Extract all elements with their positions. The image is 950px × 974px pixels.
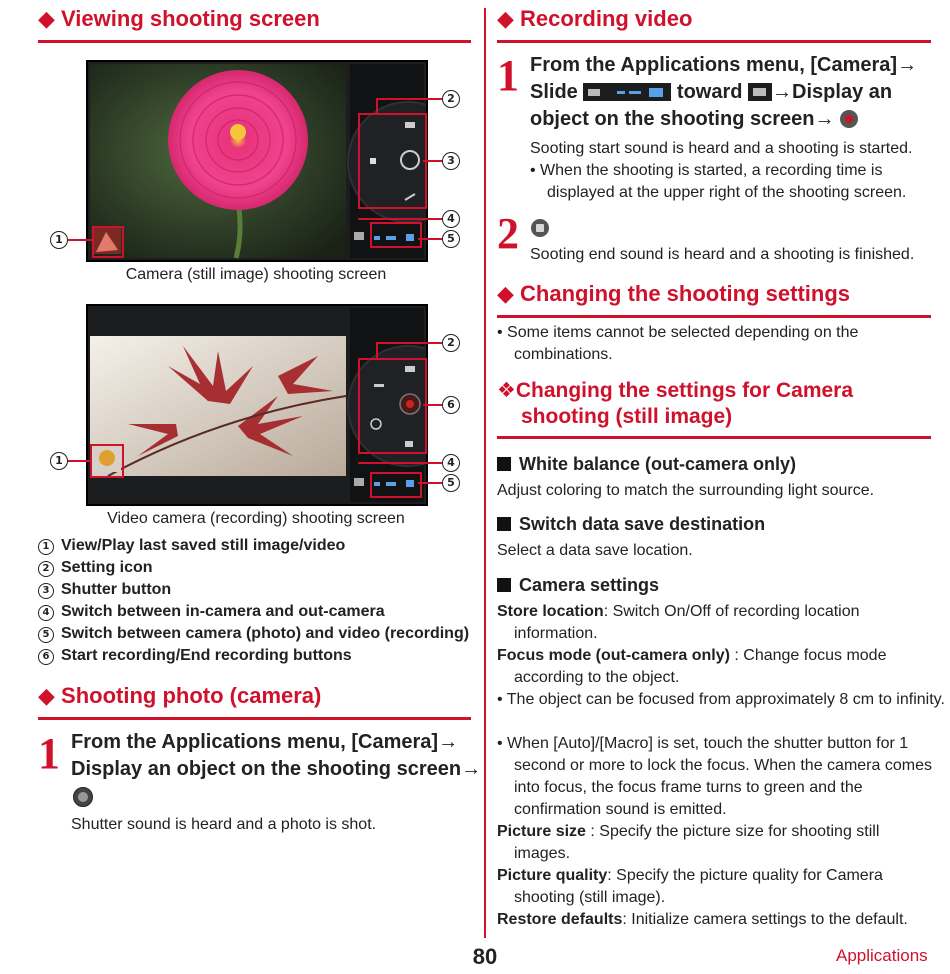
callout-number: 4 bbox=[442, 454, 460, 472]
section-rule bbox=[38, 717, 471, 720]
thumbnail-callout-box bbox=[92, 226, 124, 258]
legend-item: 5 Switch between camera (photo) and video (recording) bbox=[38, 625, 469, 643]
legend-item: 3 Shutter button bbox=[38, 581, 171, 599]
shutter-button-icon bbox=[73, 787, 93, 807]
record-button-icon bbox=[840, 110, 858, 128]
video-step1-bullet: • When the shooting is started, a recording time is displayed at the upper right of the shooting screen. bbox=[530, 162, 907, 201]
step-number: 1 bbox=[38, 729, 60, 778]
save-destination-text: Select a data save location. bbox=[497, 542, 693, 559]
video-step1-text: From the Applications menu, [Camera]→ Slide toward →Display an object on the shooting screen→ bbox=[530, 54, 918, 130]
restore-defaults-item: Restore defaults: Initialize camera settings to the default. bbox=[497, 911, 908, 928]
video-screen-caption: Video camera (recording) shooting screen bbox=[107, 510, 405, 527]
camera-settings-heading: Camera settings bbox=[497, 575, 659, 596]
store-location-item: Store location: Switch On/Off of recording location information. bbox=[497, 603, 860, 642]
picture-size-item: Picture size : Specify the picture size for shooting still images. bbox=[497, 823, 880, 862]
switch-callout-box bbox=[370, 222, 422, 248]
step-number: 2 bbox=[497, 209, 519, 258]
save-destination-heading: Switch data save destination bbox=[497, 514, 765, 535]
callout-number: 2 bbox=[442, 90, 460, 108]
subsection-title-camera-settings: ❖Changing the settings for Camera shooting (still image) bbox=[497, 379, 854, 428]
column-divider bbox=[484, 8, 486, 938]
section-title-viewing: ◆ Viewing shooting screen bbox=[38, 6, 320, 31]
legend-item: 4 Switch between in-camera and out-camera bbox=[38, 603, 385, 621]
section-rule bbox=[497, 315, 931, 318]
section-rule bbox=[38, 40, 471, 43]
callout-number: 4 bbox=[442, 210, 460, 228]
section-title-photo: ◆ Shooting photo (camera) bbox=[38, 683, 322, 708]
callout-number: 5 bbox=[442, 230, 460, 248]
callout-number: 5 bbox=[442, 474, 460, 492]
video-mode-icon bbox=[748, 83, 772, 101]
section-title-settings: ◆ Changing the shooting settings bbox=[497, 281, 851, 306]
callout-number: 1 bbox=[50, 452, 68, 470]
footer-section-label: Applications bbox=[836, 946, 928, 965]
camera-video-switch-icon bbox=[583, 83, 671, 101]
setting-callout-box bbox=[358, 113, 427, 209]
page-number: 80 bbox=[472, 944, 498, 969]
focus-bullet: • The object can be focused from approximately 8 cm to infinity. bbox=[497, 691, 945, 708]
callout-number: 1 bbox=[50, 231, 68, 249]
callout-number: 6 bbox=[442, 396, 460, 414]
section-title-video: ◆ Recording video bbox=[497, 6, 693, 31]
video-step1-result: Sooting start sound is heard and a shooting is started. bbox=[530, 140, 913, 157]
photo-step-text: From the Applications menu, [Camera]→ Display an object on the shooting screen→ bbox=[71, 731, 482, 780]
section-rule bbox=[497, 40, 931, 43]
camera-screen-caption: Camera (still image) shooting screen bbox=[125, 266, 387, 283]
video-step2-result: Sooting end sound is heard and a shooting is finished. bbox=[530, 246, 915, 263]
subsection-rule bbox=[497, 436, 931, 439]
legend-item: 6 Start recording/End recording buttons bbox=[38, 647, 352, 665]
photo-result-text: Shutter sound is heard and a photo is shot. bbox=[71, 816, 377, 833]
white-balance-text: Adjust coloring to match the surrounding light source. bbox=[497, 482, 875, 499]
step-number: 1 bbox=[497, 51, 519, 100]
callout-number: 3 bbox=[442, 152, 460, 170]
legend-item: 1 View/Play last saved still image/video bbox=[38, 537, 345, 555]
white-balance-heading: White balance (out-camera only) bbox=[497, 454, 796, 475]
focus-mode-item: Focus mode (out-camera only) : Change focus mode according to the object. bbox=[497, 647, 887, 686]
callout-number: 2 bbox=[442, 334, 460, 352]
picture-quality-item: Picture quality: Specify the picture quality for Camera shooting (still image). bbox=[497, 867, 883, 906]
legend-item: 2 Setting icon bbox=[38, 559, 153, 577]
stop-record-icon bbox=[531, 219, 549, 237]
settings-bullet: • Some items cannot be selected depending on the combinations. bbox=[497, 324, 859, 363]
focus-bullet: • When [Auto]/[Macro] is set, touch the shutter button for 1 second or more to lock the focus. When the camera comes into focus, the focus frame turns to green and the confirmation sound is emitted. bbox=[497, 735, 932, 818]
